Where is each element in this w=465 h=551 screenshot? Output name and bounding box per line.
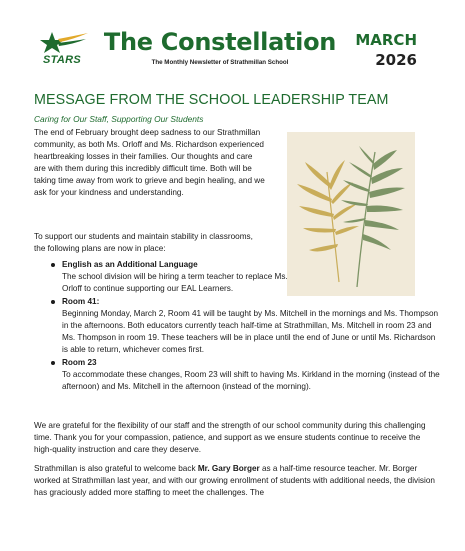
school-logo	[34, 30, 90, 70]
section-subtitle: Caring for Our Staff, Supporting Our Students	[34, 114, 204, 124]
list-item	[48, 259, 440, 295]
intro-paragraph: The end of February brought deep sadness to our Strathmillan community, as both Ms. Orloff and Ms. Richardson experienced heartbreaking losses in their families. Our thoughts and care are with them during this incredibly difficult time. Both will be taking time away from work to grieve and begin healing, and we ask for your kindness and understanding.	[34, 128, 265, 197]
support-paragraph: To support our students and maintain stability in classrooms, the following plans are now in place:	[34, 232, 253, 253]
issue-year: 2026	[375, 51, 417, 69]
plan-text: Beginning Monday, March 2, Room 41 will be taught by Ms. Mitchell in the mornings and Ms. Thompson in the afternoons. Both educators currently teach half-time at Strathmillan, Ms. Mitchell in room 23 and Ms. Thompson in room 19. These teachers will be in place until the end of June or until Ms. Richardson is able to return, whichever comes first.	[62, 309, 439, 354]
plan-heading: English as an Additional Language	[62, 260, 198, 269]
section-title: MESSAGE FROM THE SCHOOL LEADERSHIP TEAM	[34, 92, 389, 108]
plans-list	[48, 259, 440, 394]
issue-month: MARCH	[355, 31, 417, 49]
list-item	[48, 357, 440, 393]
newsletter-subtitle: The Monthly Newsletter of Strathmillan School	[151, 59, 289, 66]
star-icon	[34, 30, 90, 56]
borger-paragraph	[34, 463, 440, 499]
masthead	[100, 28, 340, 66]
grateful-paragraph: We are grateful for the flexibility of our staff and the strength of our school community during this challenging time. Thank you for your compassion, patience, and support as we ensure students continue to receive the high-quality instruction and care they deserve.	[34, 421, 426, 454]
newsletter-title: The Constellation	[103, 28, 337, 56]
plan-heading: Room 41:	[62, 297, 100, 306]
logo-text: STARS	[43, 54, 81, 66]
issue-date	[355, 30, 417, 70]
list-item	[48, 296, 440, 356]
borger-name: Mr. Gary Borger	[197, 464, 260, 473]
plan-text: The school division will be hiring a term teacher to replace Ms. Orloff to continue supporting our EAL Learners.	[62, 272, 288, 293]
plan-heading: Room 23	[62, 358, 97, 367]
borger-text-start: Strathmillan is also grateful to welcome back	[34, 464, 198, 473]
borger-text-end: as a half-time resource teacher. Mr. Borger worked at Strathmillan last year, and with our growing enrollment of students with additional needs, the division has graciously added more staffing to meet the challenges. The	[34, 464, 435, 497]
plan-text: To accommodate these changes, Room 23 will shift to having Ms. Kirkland in the morning (instead of the afternoon) and Ms. Mitchell in the afternoon (instead of the morning).	[62, 370, 440, 391]
